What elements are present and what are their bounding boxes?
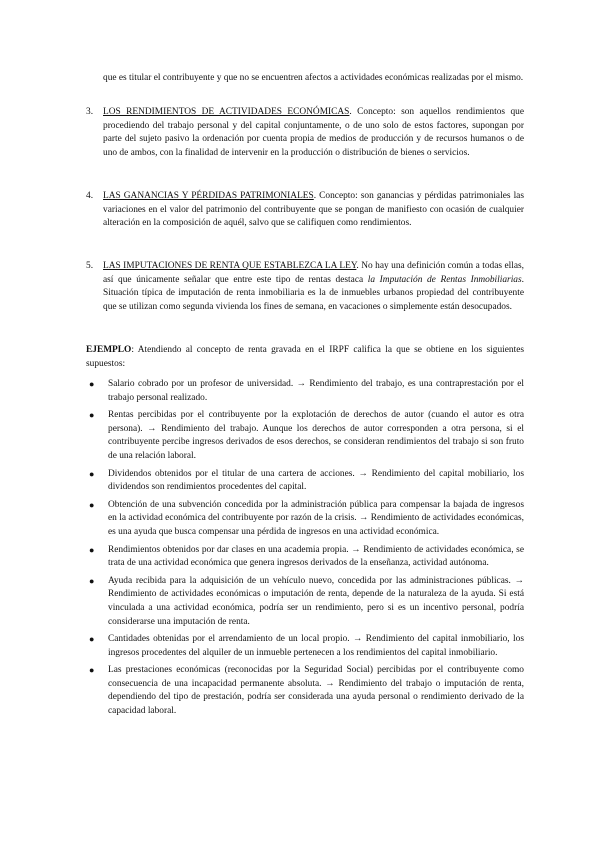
bullet-text: Las prestaciones económicas (reconocidas por la Seguridad Social) percibidas por el contribuyente como consecuencia de una incapacidad permanente absoluta. → Rendimiento del trabajo o imputación de renta, dependiendo del tipo de prestación, podría ser considerada una ayuda personal o rendimiento derivado de la capacidad laboral. xyxy=(108,665,524,717)
list-item xyxy=(86,378,524,405)
bullet-icon: ● xyxy=(89,634,95,645)
item-text: . Concepto: son aquellos rendimientos que procediendo del trabajo personal y del capital conjuntamente, o de uno solo de estos factores, supongan por parte del sujeto pasivo la ordenación por cuenta propia de medios de producción y de recursos humanos o de uno de ambos, con la finalidad de intervenir en la producción o distribución de bienes o servicios. xyxy=(103,107,524,158)
item-text-after: . Situación típica de imputación de renta inmobiliaria es la de inmuebles urbanos propiedad del contribuyente que se utilizan como segunda vivienda los fines de semana, en vacaciones o simplemente están desocupados. xyxy=(103,274,524,312)
item-heading: LAS GANANCIAS Y PÉRDIDAS PATRIMONIALES xyxy=(103,191,314,201)
bullet-text: Ayuda recibida para la adquisición de un vehículo nuevo, concedida por las administraciones públicas. → Rendimiento de actividades económicas o imputación de renta, depende de la naturaleza de la ayuda. Si está vinculada a una actividad económica, podría ser un rendimiento, pero si es un incentivo personal, podría considerarse una imputación de renta. xyxy=(108,575,524,627)
list-item xyxy=(86,468,524,495)
list-item-4 xyxy=(86,190,524,231)
bullet-text: Salario cobrado por un profesor de universidad. → Rendimiento del trabajo, es una contraprestación por el trabajo personal realizado. xyxy=(108,379,524,403)
bullet-icon: ● xyxy=(89,468,95,479)
bullet-icon: ● xyxy=(89,499,95,510)
list-item xyxy=(86,409,524,463)
bullet-icon: ● xyxy=(89,575,95,586)
item-number: 4. xyxy=(86,191,94,201)
item-italic-text: la Imputación de Rentas Inmobiliarias xyxy=(367,274,522,285)
item-text: . Concepto: son ganancias y pérdidas patrimoniales las variaciones en el valor del patrimonio del contribuyente que se pongan de manifiesto con ocasión de cualquier alteración en la composición de aquél, salvo que se califiquen como rendimientos. xyxy=(103,191,524,229)
intro-continuation: que es titular el contribuyente y que no se encuentren afectos a actividades económicas realizadas por el mismo. xyxy=(103,73,524,83)
example-text: : Atendiendo al concepto de renta gravada en el IRPF califica la que se obtiene en los siguientes supuestos: xyxy=(86,345,524,369)
bullet-text: Cantidades obtenidas por el arrendamiento de un local propio. → Rendimiento del capital inmobiliario, los ingresos procedentes del alquiler de un inmueble pertenecen a los rendimientos del capital inmobiliario. xyxy=(108,634,524,658)
example-paragraph xyxy=(86,344,524,371)
list-item xyxy=(86,544,524,571)
item-heading: LAS IMPUTACIONES DE RENTA QUE ESTABLEZCA LA LEY xyxy=(103,261,357,271)
example-bullet-list xyxy=(86,378,524,723)
bullet-text: Obtención de una subvención concedida por la administración pública para compensar la bajada de ingresos en la actividad económica del contribuyente por razón de la crisis. → Rendimiento de actividades económicas, es una ayuda que busca compensar una pérdida de ingresos en una actividad económica. xyxy=(108,499,524,537)
bullet-icon: ● xyxy=(89,544,95,555)
bullet-text: Dividendos obtenidos por el titular de una cartera de acciones. → Rendimiento del capital mobiliario, los dividendos son rendimientos procedentes del capital. xyxy=(108,468,524,493)
list-item-5 xyxy=(86,260,524,314)
list-item xyxy=(86,664,524,718)
list-item-3 xyxy=(86,106,524,160)
item-number: 5. xyxy=(86,261,94,271)
example-label: EJEMPLO xyxy=(86,345,132,355)
bullet-icon: ● xyxy=(89,665,95,676)
bullet-text: Rentas percibidas por el contribuyente por la explotación de derechos de autor (cuando el autor es otra persona). → Rendimiento del trabajo. Aunque los derechos de autor corresponden a otra persona, si el contribuyente percibe ingresos derivados de esos derechos, se consideran rendimientos del trabajo si son fruto de una relación laboral. xyxy=(108,410,524,461)
bullet-icon: ● xyxy=(89,379,95,389)
list-item xyxy=(86,633,524,660)
item-number: 3. xyxy=(86,107,94,117)
list-item xyxy=(86,575,524,629)
list-item xyxy=(86,499,524,540)
item-text: . No hay una definición común a todas ellas, así que únicamente señalar que entre este tipo de rentas destaca xyxy=(103,261,524,285)
bullet-icon: ● xyxy=(89,410,95,421)
item-heading: LOS RENDIMIENTOS DE ACTIVIDADES ECONÓMICAS xyxy=(103,107,350,117)
bullet-text: Rendimientos obtenidos por dar clases en una academia propia. → Rendimiento de actividades económica, se trata de una actividad económica que genera ingresos derivados de la enseñanza, actividad autónoma. xyxy=(108,544,524,569)
